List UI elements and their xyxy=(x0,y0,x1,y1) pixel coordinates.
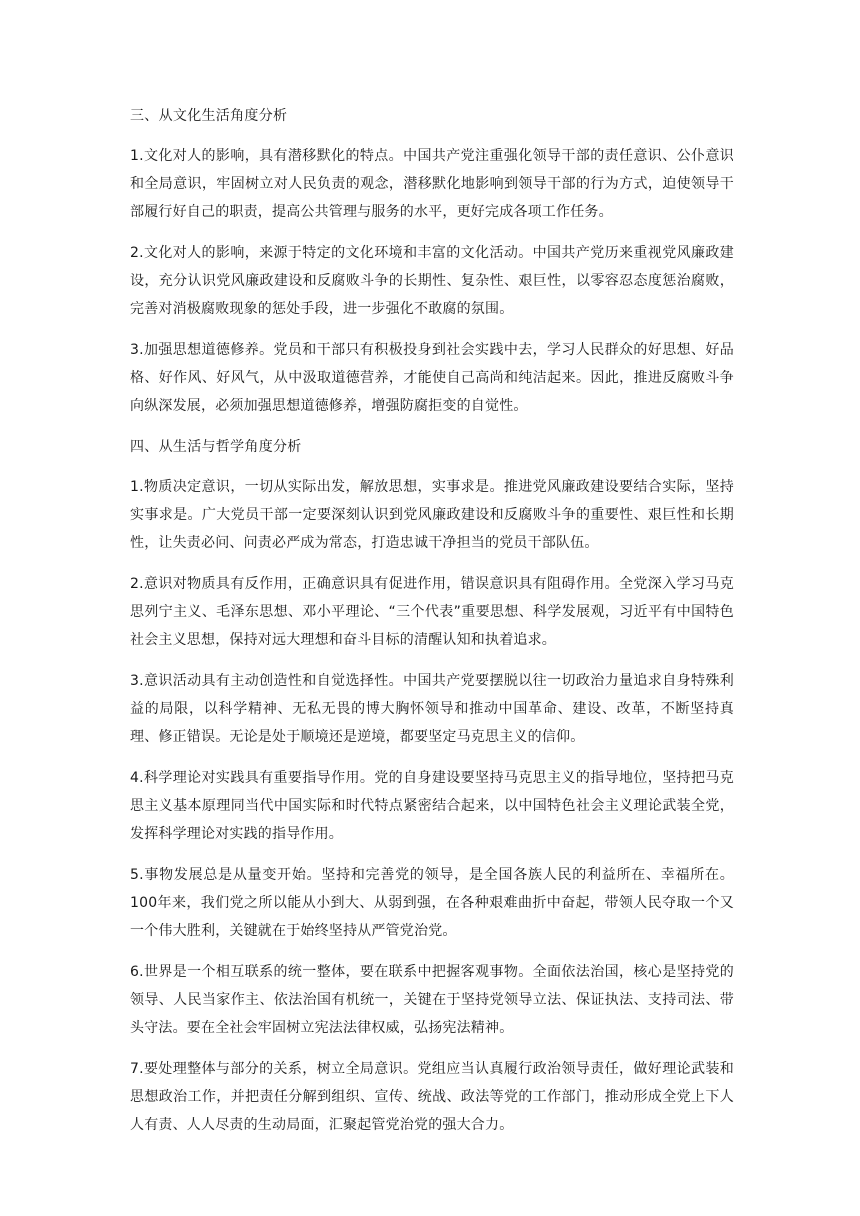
paragraph: 2.意识对物质具有反作用，正确意识具有促进作用，错误意识具有阻碍作用。全党深入学习马克思列宁主义、毛泽东思想、邓小平理论、“三个代表”重要思想、科学发展观，习近平有中国特色社会主义思想，保持对远大理想和奋斗目标的清醒认知和执着追求。 xyxy=(130,576,734,648)
paragraph: 6.世界是一个相互联系的统一整体，要在联系中把握客观事物。全面依法治国，核心是坚持党的领导、人民当家作主、依法治国有机统一，关键在于坚持党领导立法、保证执法、支持司法、带头守法。要在全社会牢固树立宪法法律权威，弘扬宪法精神。 xyxy=(130,964,734,1036)
paragraph: 7.要处理整体与部分的关系，树立全局意识。党组应当认真履行政治领导责任，做好理论武装和思想政治工作，并把责任分解到组织、宣传、统战、政法等党的工作部门，推动形成全党上下人人有责、人人尽责的生动局面，汇聚起管党治党的强大合力。 xyxy=(130,1061,734,1133)
section-heading: 四、从生活与哲学角度分析 xyxy=(130,439,302,455)
paragraph: 4.科学理论对实践具有重要指导作用。党的自身建设要坚持马克思主义的指导地位，坚持把马克思主义基本原理同当代中国实际和时代特点紧密结合起来，以中国特色社会主义理论武装全党，发挥科学理论对实践的指导作用。 xyxy=(130,770,734,842)
paragraph: 3.加强思想道德修养。党员和干部只有积极投身到社会实践中去，学习人民群众的好思想、好品格、好作风、好风气，从中汲取道德营养，才能使自己高尚和纯洁起来。因此，推进反腐败斗争向纵深发展，必须加强思想道德修养，增强防腐拒变的自觉性。 xyxy=(130,342,734,414)
paragraph: 1.文化对人的影响，具有潜移默化的特点。中国共产党注重强化领导干部的责任意识、公仆意识和全局意识，牢固树立对人民负责的观念，潜移默化地影响到领导干部的行为方式，迫使领导干部履行好自己的职责，提高公共管理与服务的水平，更好完成各项工作任务。 xyxy=(130,148,734,220)
paragraph: 1.物质决定意识，一切从实际出发，解放思想，实事求是。推进党风廉政建设要结合实际，坚持实事求是。广大党员干部一定要深刻认识到党风廉政建设和反腐败斗争的重要性、艰巨性和长期性，让失责必问、问责必严成为常态，打造忠诚干净担当的党员干部队伍。 xyxy=(130,479,734,551)
paragraph: 3.意识活动具有主动创造性和自觉选择性。中国共产党要摆脱以往一切政治力量追求自身特殊利益的局限，以科学精神、无私无畏的博大胸怀领导和推动中国革命、建设、改革，不断坚持真理、修正错误。无论是处于顺境还是逆境，都要坚定马克思主义的信仰。 xyxy=(130,673,734,745)
section-philosophy xyxy=(130,433,734,1139)
paragraph: 2.文化对人的影响，来源于特定的文化环境和丰富的文化活动。中国共产党历来重视党风廉政建设，充分认识党风廉政建设和反腐败斗争的长期性、复杂性、艰巨性，以零容忍态度惩治腐败，完善对消极腐败现象的惩处手段，进一步强化不敢腐的氛围。 xyxy=(130,245,734,317)
section-culture xyxy=(130,102,734,420)
paragraph: 5.事物发展总是从量变开始。坚持和完善党的领导，是全国各族人民的利益所在、幸福所在。100年来，我们党之所以能从小到大、从弱到强，在各种艰难曲折中奋起，带领人民夺取一个又一个伟大胜利，关键就在于始终坚持从严管党治党。 xyxy=(130,867,734,939)
section-heading: 三、从文化生活角度分析 xyxy=(130,108,288,124)
